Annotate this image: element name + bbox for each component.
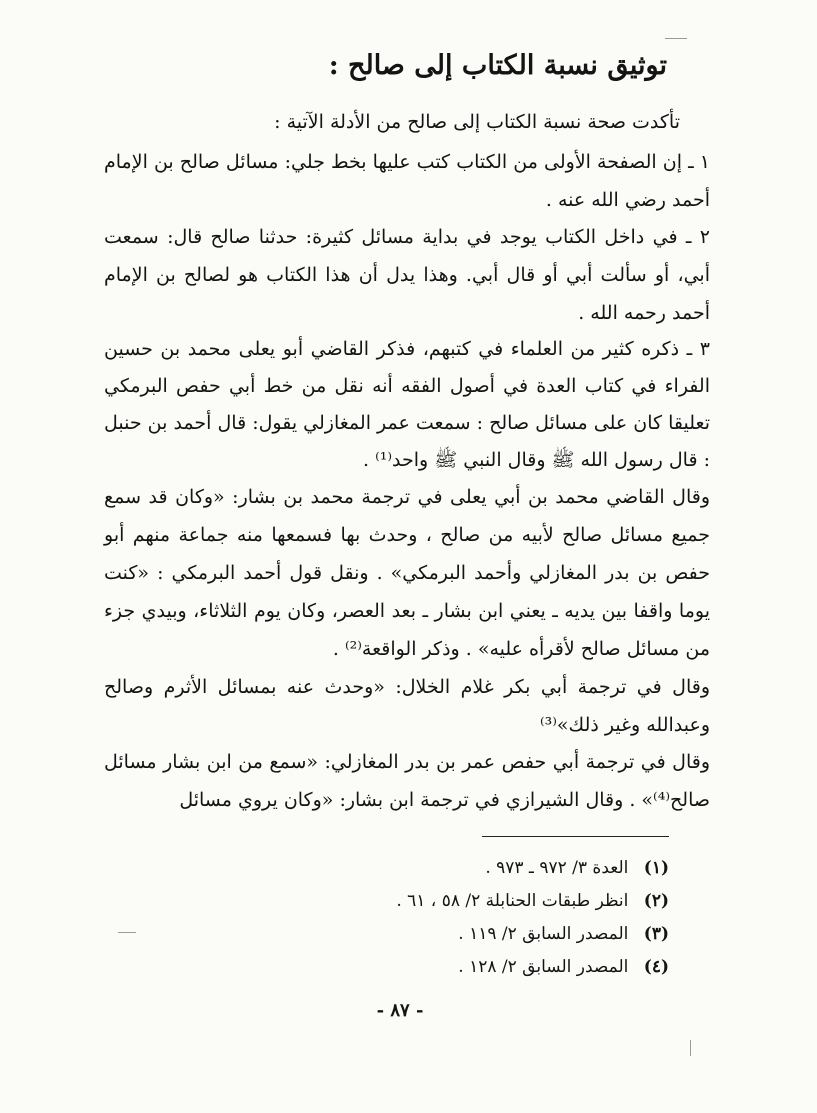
body-paragraph-2: وقال في ترجمة أبي بكر غلام الخلال: «وحدث عنه بمسائل الأثرم وصالح وعبدالله وغير ذلك»⁽³⁾ [104, 676, 710, 736]
evidence-item-3: ٣ ـ ذكره كثير من العلماء في كتبهم، فذكر القاضي أبو يعلى محمد بن حسين الفراء في كتاب العدة في أصول الفقه أنه نقل من خط أبي حفص البرمكي تعليقا كان على مسائل صالح : سمعت عمر المغازلي يقول: قال أحمد بن حنبل : قال رسول الله ﷺ وقال النبي ﷺ واحد⁽¹⁾ . [104, 338, 710, 471]
footnote-3 [269, 918, 669, 951]
evidence-item-2: ٢ ـ في داخل الكتاب يوجد في بداية مسائل كثيرة: حدثنا صالح قال: سمعت أبي، أو سألت أبي أو قال أبي. وهذا يدل أن هذا الكتاب هو لصالح بن الإمام أحمد رحمه الله . [104, 226, 710, 324]
footnote-text: انظر طبقات الحنابلة ٢/ ٥٨ ، ٦١ . [396, 891, 629, 911]
footnote-number: (١) [643, 858, 669, 878]
body-paragraph-1: وقال القاضي محمد بن أبي يعلى في ترجمة محمد بن بشار: «وكان قد سمع جميع مسائل صالح لأبيه من صالح ، وحدث بها فسمعها منه جماعة منهم أبو حفص بن بدر المغازلي وأحمد البرمكي» . ونقل قول أحمد البرمكي : «كنت يوما واقفا بين يديه ـ يعني ابن بشار ـ بعد العصر، وكان يوم الثلاثاء، وبيدي جزء من مسائل صالح لأقرأه عليه» . وذكر الواقعة⁽²⁾ . [104, 486, 710, 660]
footnote-number: (٢) [643, 891, 669, 911]
footnote-separator [482, 836, 669, 837]
evidence-item-1: ١ ـ إن الصفحة الأولى من الكتاب كتب عليها بخط جلي: مسائل صالح بن الإمام أحمد رضي الله عنه . [104, 151, 710, 211]
footnote-number: (٤) [643, 957, 669, 977]
scan-mark [665, 38, 687, 39]
scan-mark [690, 1040, 691, 1056]
section-title: توثيق نسبة الكتاب إلى صالح : [328, 50, 667, 81]
footnotes [269, 852, 669, 984]
page-number: - ٨٧ - [376, 1000, 424, 1021]
footnote-4 [269, 951, 669, 984]
footnote-number: (٣) [643, 924, 669, 944]
intro-paragraph: تأكدت صحة نسبة الكتاب إلى صالح من الأدلة الآتية : [274, 111, 680, 133]
footnote-text: العدة ٣/ ٩٧٢ ـ ٩٧٣ . [485, 858, 629, 878]
footnote-text: المصدر السابق ٢/ ١٢٨ . [458, 957, 629, 977]
footnote-1 [269, 852, 669, 885]
footnote-2 [269, 885, 669, 918]
body-paragraph-3: وقال في ترجمة أبي حفص عمر بن بدر المغازلي: «سمع من ابن بشار مسائل صالح⁽⁴⁾» . وقال الشيرازي في ترجمة ابن بشار: «وكان يروي مسائل [104, 751, 710, 811]
footnote-text: المصدر السابق ٢/ ١١٩ . [458, 924, 629, 944]
scan-mark [118, 932, 136, 933]
